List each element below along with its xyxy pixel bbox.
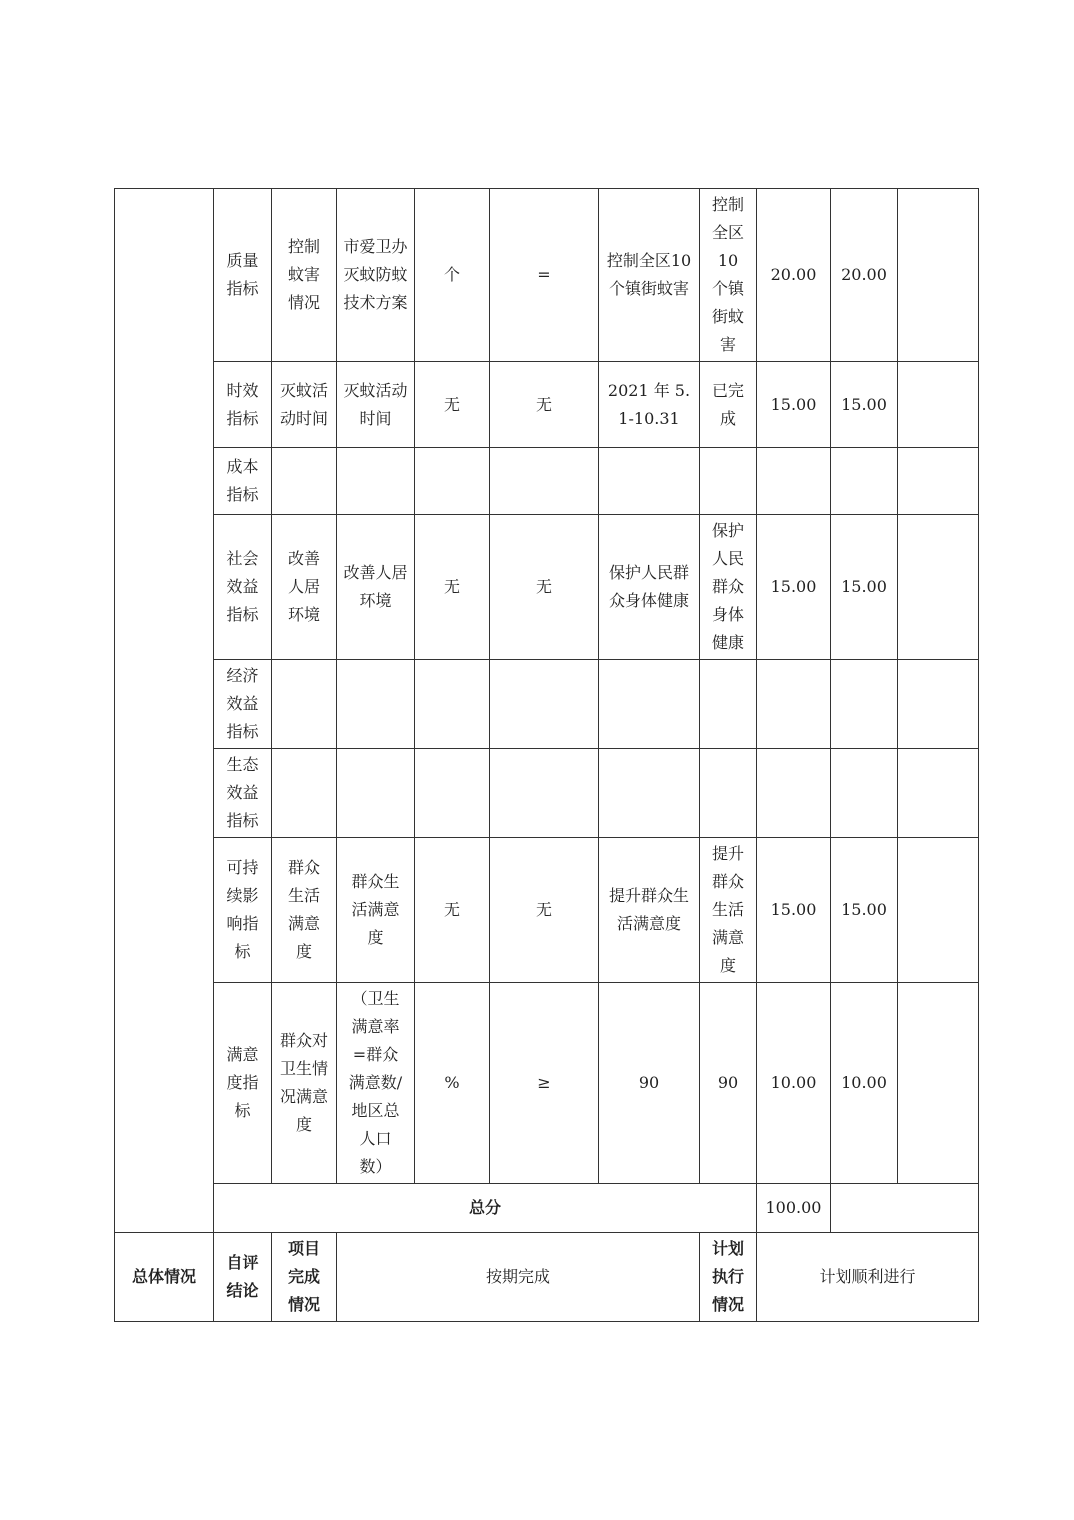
table-row xyxy=(115,189,979,362)
indicator-target: 提升群众生活满意度 xyxy=(608,886,689,933)
table-row xyxy=(115,448,979,515)
summary-row xyxy=(115,1233,979,1322)
indicator-basis: （卫生满意率=群众满意数/地区总人口数） xyxy=(348,989,403,1176)
indicator-type: 生态效益指标 xyxy=(226,755,259,830)
indicator-weight: 15.00 xyxy=(770,577,817,596)
indicator-basis: 市爱卫办灭蚊防蚊技术方案 xyxy=(343,237,408,312)
table-row xyxy=(115,660,979,749)
indicator-name: 改善人居环境 xyxy=(287,549,320,624)
completion-label: 项目完成情况 xyxy=(287,1239,320,1314)
plan-execution-value: 计划顺利进行 xyxy=(819,1267,916,1286)
indicator-weight: 15.00 xyxy=(770,394,817,414)
plan-execution-label: 计划执行情况 xyxy=(711,1239,744,1314)
indicator-name: 群众对卫生情况满意度 xyxy=(279,1031,328,1134)
indicator-name: 灭蚊活动时间 xyxy=(279,380,328,428)
indicator-target: 90 xyxy=(638,1073,660,1092)
table-row xyxy=(115,749,979,838)
total-label: 总分 xyxy=(468,1198,501,1217)
indicator-type: 成本指标 xyxy=(226,457,259,504)
table-row xyxy=(115,838,979,983)
indicator-unit: 无 xyxy=(443,900,460,919)
indicator-weight: 20.00 xyxy=(770,265,817,284)
indicator-score: 15.00 xyxy=(841,900,887,919)
indicator-name: 控制蚊害情况 xyxy=(287,237,320,312)
indicator-operator: ≥ xyxy=(537,1073,551,1092)
indicator-unit: 无 xyxy=(443,394,460,414)
indicator-name: 群众生活满意度 xyxy=(287,858,320,961)
indicator-type: 满意度指标 xyxy=(226,1045,259,1120)
indicator-actual: 提升群众生活满意度 xyxy=(711,844,744,975)
indicator-type: 可持续影响指标 xyxy=(226,858,259,961)
indicator-basis: 群众生活满意度 xyxy=(351,872,400,947)
overall-section-label: 总体情况 xyxy=(131,1267,196,1286)
indicator-actual: 已完成 xyxy=(711,380,744,428)
indicator-actual: 保护人民群众身体健康 xyxy=(711,521,744,652)
indicator-score: 10.00 xyxy=(841,1073,887,1092)
indicator-target: 2021 年 5.1-10.31 xyxy=(607,380,691,428)
indicator-operator: = xyxy=(537,265,551,284)
indicator-target: 保护人民群众身体健康 xyxy=(608,563,689,610)
performance-indicator-table xyxy=(114,188,979,1322)
indicator-unit: 个 xyxy=(443,265,460,284)
indicator-target: 控制全区10个镇街蚊害 xyxy=(606,251,692,298)
self-eval-conclusion-label: 自评结论 xyxy=(226,1253,259,1300)
indicator-operator: 无 xyxy=(535,577,552,596)
indicator-actual: 90 xyxy=(717,1073,739,1092)
indicator-weight: 10.00 xyxy=(770,1073,817,1092)
indicator-basis: 改善人居环境 xyxy=(343,563,408,610)
indicator-type: 时效指标 xyxy=(226,380,259,428)
indicator-operator: 无 xyxy=(535,394,552,414)
table-row xyxy=(115,983,979,1184)
completion-value: 按期完成 xyxy=(485,1267,550,1286)
indicator-operator: 无 xyxy=(535,900,552,919)
indicator-actual: 控制全区10个镇街蚊害 xyxy=(711,195,744,354)
indicator-weight: 15.00 xyxy=(770,900,817,919)
total-row xyxy=(115,1184,979,1233)
indicator-unit: % xyxy=(444,1073,460,1092)
indicator-score: 15.00 xyxy=(841,577,887,596)
indicator-type: 经济效益指标 xyxy=(226,666,259,741)
indicator-unit: 无 xyxy=(443,577,460,596)
indicator-score: 20.00 xyxy=(841,265,887,284)
left-merged-cell xyxy=(115,189,214,1233)
total-score: 100.00 xyxy=(765,1198,822,1217)
table-row xyxy=(115,362,979,448)
indicator-type: 社会效益指标 xyxy=(226,549,259,624)
table-row xyxy=(115,515,979,660)
indicator-score: 15.00 xyxy=(841,394,887,414)
indicator-basis: 灭蚊活动时间 xyxy=(343,380,408,428)
indicator-type: 质量指标 xyxy=(226,251,259,298)
